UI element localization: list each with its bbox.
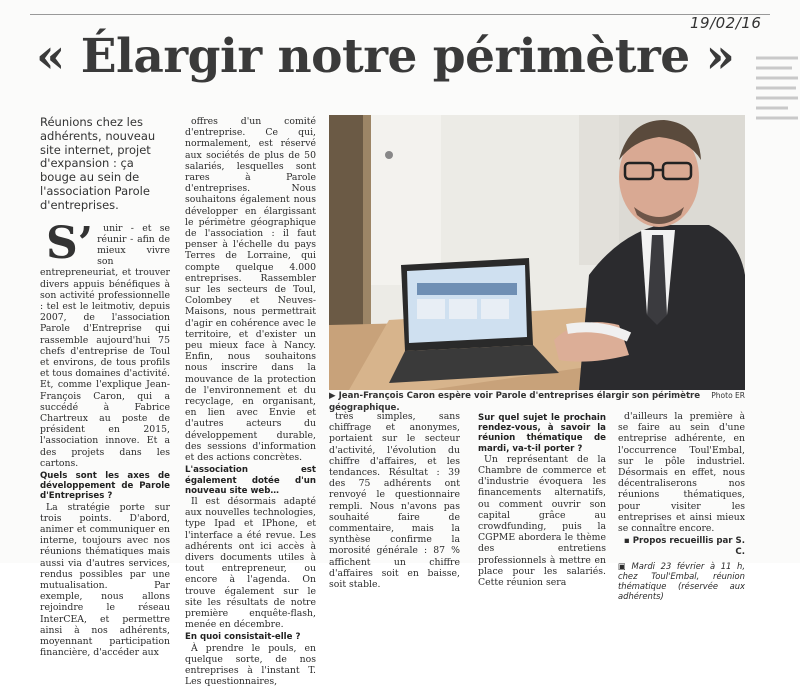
answer-1: La stratégie porte sur trois points. D'abord, animer et communiquer en interne, toujours avec nos réunions thématiques mais aussi via d'autres services, rendus possibles par une mutualisation. Par exemple, nous allons rejoindre le réseau InterCEA, et permettre ainsi à nos adhérents, moyennant participation financière, d'accéder aux	[40, 501, 170, 659]
article-photo	[329, 115, 745, 390]
calendar-icon: ▣	[618, 560, 632, 571]
photo-credit: Photo ER	[711, 391, 745, 400]
question-2: L'association est également dotée d'un nouveau site web…	[185, 465, 316, 496]
faded-text-lines	[752, 20, 800, 130]
question-4: Sur quel sujet le prochain rendez-vous, à savoir la réunion thématique de mardi, va-t-il porter ?	[478, 413, 606, 454]
article-column-3	[329, 411, 460, 590]
question-1: Quels sont les axes de développement de Parole d'Entreprises ?	[40, 471, 170, 502]
article-column-2	[185, 116, 316, 687]
drop-cap: S’	[46, 217, 94, 269]
chapeau: Réunions chez les adhérents, nouveau site internet, projet d'expansion : ça bouge au sein de l'association Parole d'entreprises.	[40, 115, 156, 212]
headline: « Élargir notre périmètre »	[36, 29, 735, 84]
article-column-1	[40, 116, 170, 659]
answer-2: Il est désormais adapté aux nouvelles technologies, type Ipad et IPhone, et l'interface a été revue. Les adhérents ont ici accès à divers documents utiles à tout entrepreneur, ou encore à l'agenda. On trouve également sur le site les résultats de notre première enquête-flash, menée en décembre.	[185, 495, 316, 631]
survey-result-paragraph: très simples, sans chiffrage et anonymes, portaient sur le secteur d'activité, l'évolution du chiffre d'affaires, et les tendances. Résultat : 39 des 75 adhérents ont renvoyé le questionnaire rempli. Nous n'avons pas souhaité faire de commentaire, mais la synthèse confirme la morosité générale : 87 % affichent un chiffre d'affaires soit en baisse, soit stable.	[329, 411, 460, 591]
paragraph-decentralise: d'ailleurs la première à se faire au sein d'une entreprise adhérente, en l'occurrence Toul'Embal, sur le pôle industriel. Désormais en effet, nous décentraliserons nos réunions thématiques, pour visiter les entreprises et ainsi mieux se connaître encore.	[618, 411, 745, 535]
signature	[618, 536, 745, 558]
signature-text: Propos recueillis par S. C.	[632, 536, 745, 558]
article-column-4	[478, 411, 606, 588]
event-info	[618, 561, 745, 601]
article-column-5	[618, 411, 745, 601]
top-rule	[30, 14, 770, 15]
photo-caption: ▶ Jean-François Caron espère voir Parole d'entreprises élargir son périmètre géographique.	[329, 391, 701, 413]
handwritten-date: 19/02/16	[690, 14, 762, 32]
signature-icon: ▪	[623, 536, 633, 547]
answer-3: À prendre le pouls, en quelque sorte, de nos entreprises à l'instant T. Les questionnaires,	[185, 642, 316, 687]
question-3: En quoi consistait-elle ?	[185, 632, 301, 643]
event-info-text: Mardi 23 février à 11 h, chez Toul'Embal, réunion thématique (réservée aux adhérents)	[618, 560, 745, 601]
adjacent-article-fragment	[752, 20, 800, 130]
intro-paragraph	[40, 217, 170, 469]
photo-illustration	[329, 115, 745, 390]
answer-4: Un représentant de la Chambre de commerce et d'industrie évoquera les financements alternatifs, ou comment ouvrir son capital grâce au crowdfunding, puis la CGPME abordera le thème des entretiens professionnels à mettre en place pour les salariés. Cette réunion sera	[478, 453, 606, 589]
intro-text: unir - et se réunir - afin de mieux vivre son entrepreneuriat, et trouver divers appuis bénéfiques à son activité professionnelle : tel est le leitmotiv, depuis 2007, de l'association Parole d'Entreprise qui rassemble aujourd'hui 75 chefs d'entreprise de Toul et environs, de tous profils et tous domaines d'activité. Et, comme l'explique Jean-François Caron, qui a succédé à Fabrice Chartreux au poste de président en 2015, l'association innove. Et a des projets dans les cartons.	[40, 222, 170, 469]
paragraph-perimeter: offres d'un comité d'entreprise. Ce qui, normalement, est réservé aux sociétés de plus de 50 salariés, lesquelles sont rares à Parole d'entreprises. Nous souhaitons également nous développer en élargissant le périmètre géographique de l'association : il faut penser à l'échelle du pays Terres de Lorraine, qui compte quelque 4.000 entreprises. Rassembler sur les secteurs de Toul, Colombey et Neuves-Maisons, nous permettrait d'agir en cohérence avec le territoire, et d'exister un peu mieux face à Nancy. Enfin, nous souhaitons nous inscrire dans la mouvance de la protection de l'environnement et du recyclage, en organisant, en lien avec Envie et d'autres acteurs du développement durable, des sessions d'information et des actions concrètes.	[185, 116, 316, 464]
